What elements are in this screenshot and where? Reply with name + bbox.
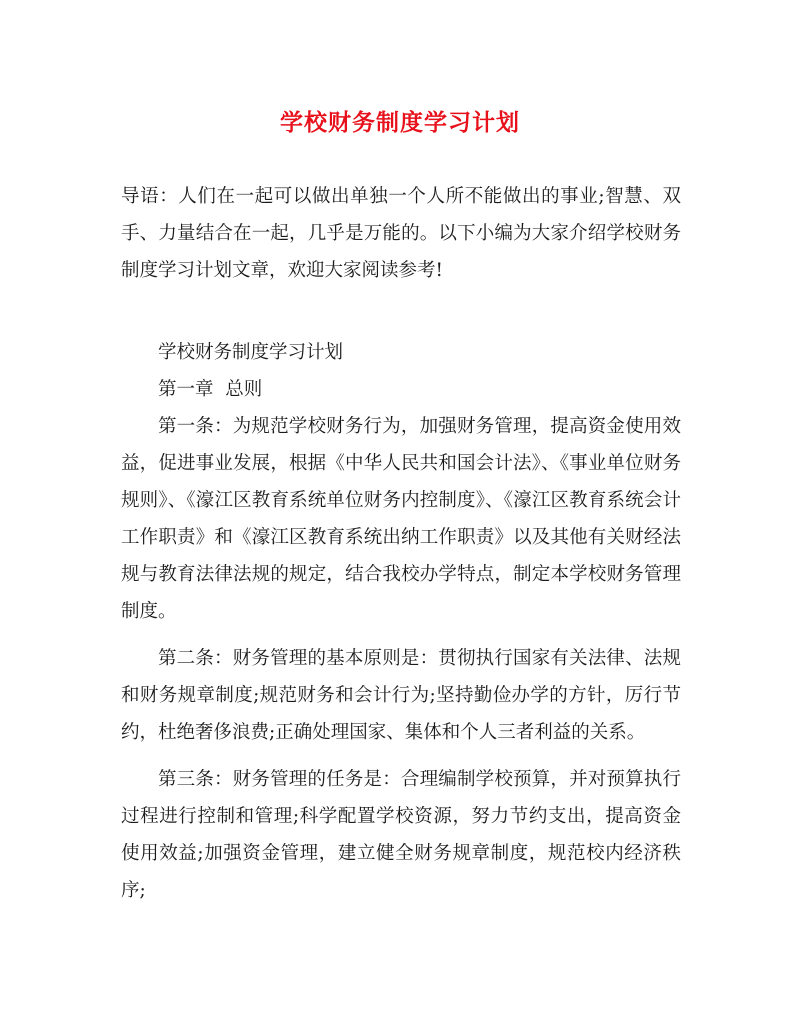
intro-paragraph: 导语：人们在一起可以做出单独一个人所不能做出的事业;智慧、双手、力量结合在一起，几乎是万能的。以下小编为大家介绍学校财务制度学习计划文章，欢迎大家阅读参考! <box>121 186 681 281</box>
article-1: 第一条：为规范学校财务行为，加强财务管理，提高资金使用效益，促进事业发展，根据《中华人民共和国会计法》、《事业单位财务规则》、《濠江区教育系统单位财务内控制度》、《濠江区教育系统会计工作职责》和《濠江区教育系统出纳工作职责》以及其他有关财经法规与教育法律法规的规定，结合我校办学特点，制定本学校财务管理制度。 <box>121 416 681 622</box>
article-3: 第三条：财务管理的任务是：合理编制学校预算，并对预算执行过程进行控制和管理;科学配置学校资源，努力节约支出，提高资金使用效益;加强资金管理，建立健全财务规章制度，规范校内经济秩序; <box>121 769 681 901</box>
document-body <box>121 178 681 909</box>
article-2: 第二条：财务管理的基本原则是：贯彻执行国家有关法律、法规和财务规章制度;规范财务和会计行为;坚持勤俭办学的方针，厉行节约，杜绝奢侈浪费;正确处理国家、集体和个人三者利益的关系。 <box>121 648 681 743</box>
chapter-heading: 第一章 总则 <box>158 379 263 400</box>
section-subtitle: 学校财务制度学习计划 <box>158 342 344 363</box>
document-title: 学校财务制度学习计划 <box>280 109 520 136</box>
